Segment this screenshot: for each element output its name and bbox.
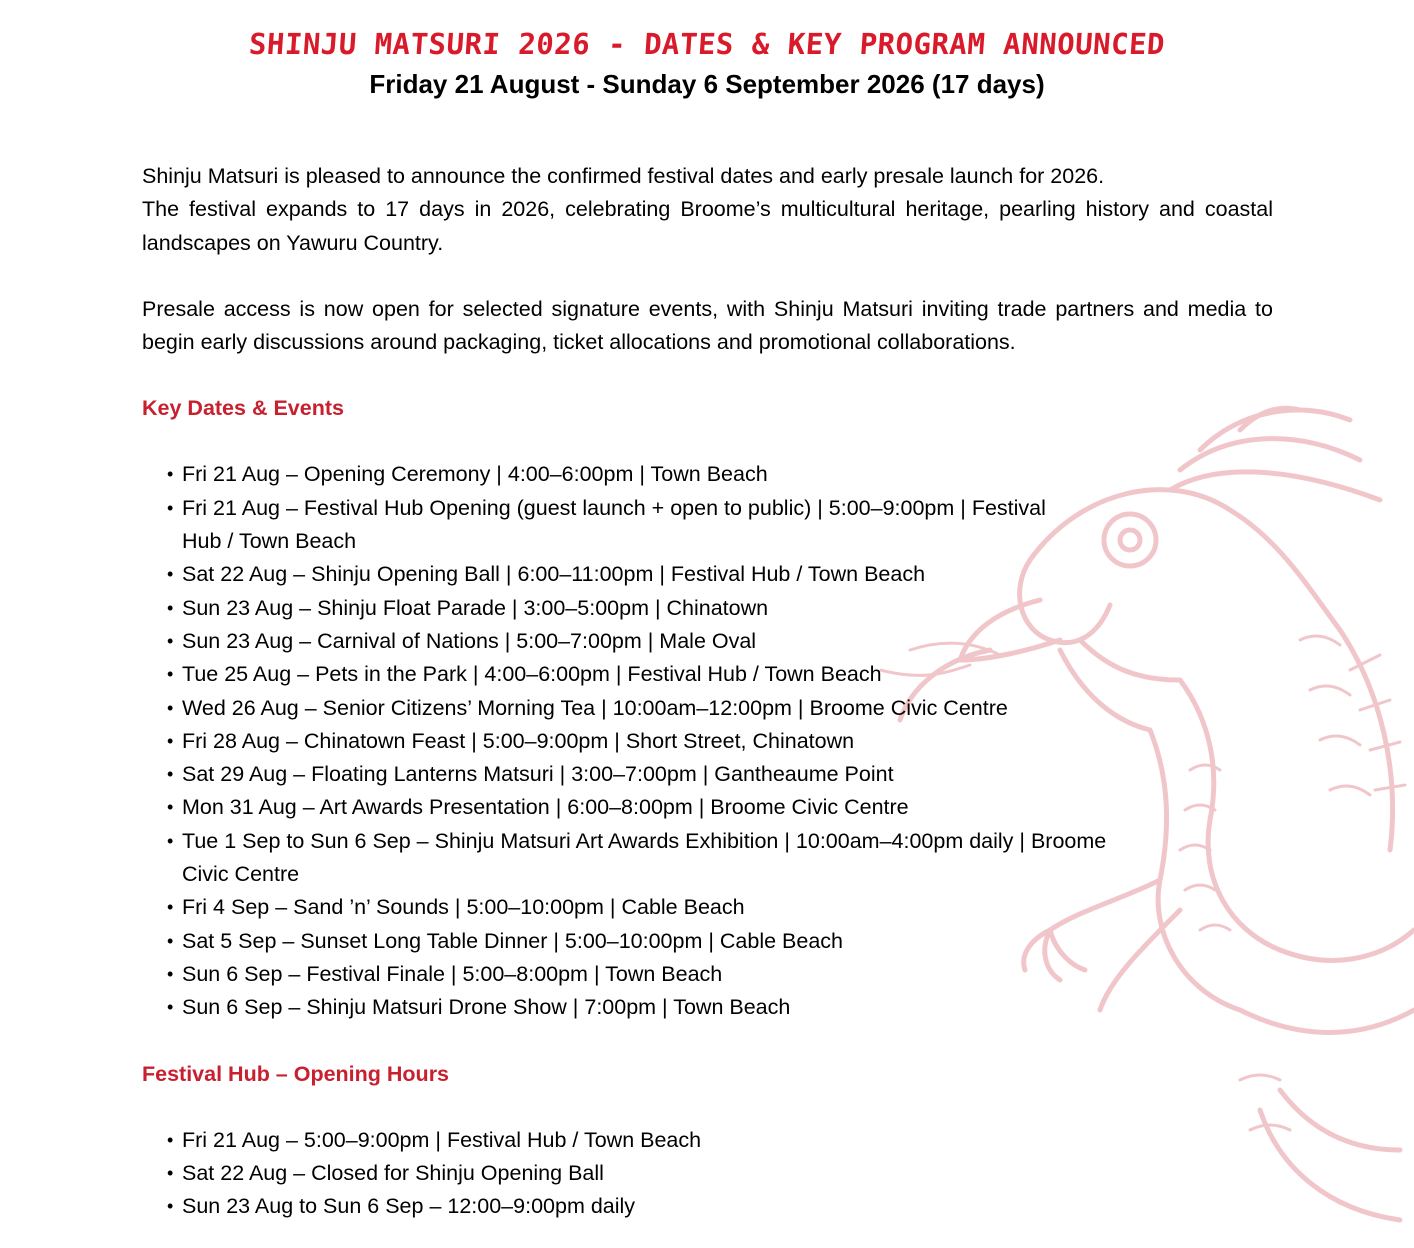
body-content bbox=[142, 160, 1273, 1223]
intro-paragraph-1: Shinju Matsuri is pleased to announce the confirmed festival dates and early presale launch for 2026. bbox=[142, 164, 1105, 188]
list-item: • Fri 21 Aug – Opening Ceremony | 4:00–6:00pm | Town Beach bbox=[167, 458, 1122, 491]
list-item: • Fri 4 Sep – Sand ’n’ Sounds | 5:00–10:00pm | Cable Beach bbox=[167, 891, 1122, 924]
hub-hours-list bbox=[142, 1124, 1273, 1224]
list-item: • Sun 23 Aug – Carnival of Nations | 5:00–7:00pm | Male Oval bbox=[167, 625, 1122, 658]
key-dates-list bbox=[142, 458, 1273, 1024]
list-item: • Fri 21 Aug – Festival Hub Opening (guest launch + open to public) | 5:00–9:00pm | Festival Hub / Town Beach bbox=[167, 492, 1062, 559]
list-item: • Mon 31 Aug – Art Awards Presentation | 6:00–8:00pm | Broome Civic Centre bbox=[167, 791, 1122, 824]
page-subtitle-dates: Friday 21 August - Sunday 6 September 2026 (17 days) bbox=[369, 69, 1045, 99]
hub-hours-heading: Festival Hub – Opening Hours bbox=[142, 1061, 450, 1086]
list-item: • Sun 23 Aug to Sun 6 Sep – 12:00–9:00pm daily bbox=[167, 1190, 1273, 1223]
list-item: • Sun 6 Sep – Festival Finale | 5:00–8:00pm | Town Beach bbox=[167, 958, 1122, 991]
list-item: • Tue 25 Aug – Pets in the Park | 4:00–6:00pm | Festival Hub / Town Beach bbox=[167, 658, 1122, 691]
list-item: • Sun 6 Sep – Shinju Matsuri Drone Show | 7:00pm | Town Beach bbox=[167, 991, 1122, 1024]
page-title: SHINJU MATSURI 2026 - DATES & KEY PROGRAM ANNOUNCED bbox=[247, 27, 1167, 61]
list-item: • Sun 23 Aug – Shinju Float Parade | 3:00–5:00pm | Chinatown bbox=[167, 592, 1122, 625]
list-item: • Sat 22 Aug – Closed for Shinju Opening Ball bbox=[167, 1157, 1273, 1190]
list-item: • Sat 22 Aug – Shinju Opening Ball | 6:00–11:00pm | Festival Hub / Town Beach bbox=[167, 558, 1122, 591]
list-item: • Fri 21 Aug – 5:00–9:00pm | Festival Hub / Town Beach bbox=[167, 1124, 1273, 1157]
list-item: • Sat 5 Sep – Sunset Long Table Dinner | 5:00–10:00pm | Cable Beach bbox=[167, 925, 1122, 958]
key-dates-heading: Key Dates & Events bbox=[142, 396, 344, 421]
list-item: • Fri 28 Aug – Chinatown Feast | 5:00–9:00pm | Short Street, Chinatown bbox=[167, 725, 1122, 758]
intro-paragraph-2: The festival expands to 17 days in 2026, celebrating Broome’s multicultural heritage, pearling history and coastal landscapes on Yawuru Country. bbox=[142, 197, 1273, 255]
list-item: • Wed 26 Aug – Senior Citizens’ Morning Tea | 10:00am–12:00pm | Broome Civic Centre bbox=[167, 692, 1122, 725]
list-item: • Sat 29 Aug – Floating Lanterns Matsuri | 3:00–7:00pm | Gantheaume Point bbox=[167, 758, 1122, 791]
presale-paragraph: Presale access is now open for selected signature events, with Shinju Matsuri inviting trade partners and media to begin early discussions around packaging, ticket allocations and promotional collaborations. bbox=[142, 296, 1273, 355]
list-item: • Tue 1 Sep to Sun 6 Sep – Shinju Matsuri Art Awards Exhibition | 10:00am–4:00pm daily | Broome Civic Centre bbox=[167, 825, 1122, 892]
